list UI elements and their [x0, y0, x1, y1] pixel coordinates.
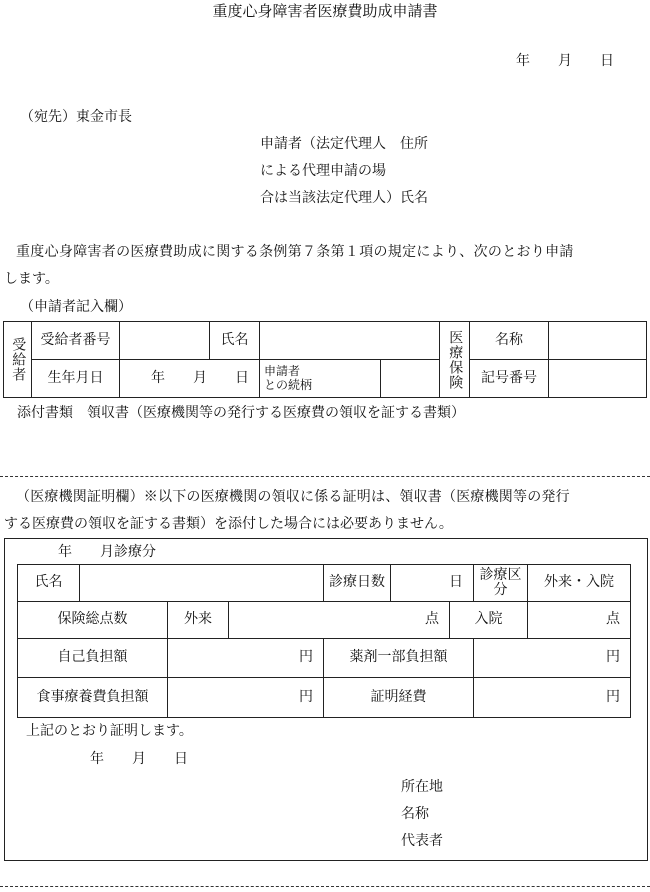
category-label: 診療区分: [474, 565, 528, 602]
intro-text-1: 重度心身障害者の医療費助成に関する条例第７条第１項の規定により、次のとおり申請: [16, 244, 574, 260]
form-title: 重度心身障害者医療費助成申請書: [212, 2, 438, 20]
drug-pay-label: 薬剤一部負担額: [324, 639, 474, 678]
outpatient-label: 外来: [168, 602, 229, 639]
name-field[interactable]: [260, 322, 440, 360]
insurance-name-label: 名称: [470, 322, 549, 360]
representative-label: 代表者: [401, 833, 443, 849]
recipient-number-label: 受給者番号: [32, 322, 120, 360]
cert-fee-label: 証明経費: [324, 678, 474, 718]
intro-text-2: します。: [4, 271, 59, 287]
days-label: 診療日数: [324, 565, 391, 602]
birthdate-field[interactable]: 年 月 日: [120, 360, 260, 398]
symbol-number-field[interactable]: [549, 360, 647, 398]
drug-pay-field[interactable]: 円: [474, 639, 631, 678]
birthdate-label: 生年月日: [32, 360, 120, 398]
cert-fee-field[interactable]: 円: [474, 678, 631, 718]
symbol-number-label: 記号番号: [470, 360, 549, 398]
meal-pay-label: 食事療養費負担額: [18, 678, 168, 718]
relation-label: [260, 360, 381, 398]
inst-patient-name-field[interactable]: [80, 565, 324, 602]
certify-text: 上記のとおり証明します。: [26, 723, 193, 739]
self-pay-field[interactable]: 円: [168, 639, 324, 678]
category-field[interactable]: 外来・入院: [528, 565, 631, 602]
name-label: 氏名: [210, 322, 260, 360]
addressee: （宛先）東金市長: [20, 109, 132, 125]
location-label: 所在地: [401, 779, 443, 795]
attachment-text: 添付書類 領収書（医療機関等の発行する医療費の領収を証する書類）: [17, 405, 465, 421]
applicant-line-2: による代理申請の場: [260, 163, 386, 179]
institution-table: [17, 564, 631, 718]
applicant-line-3: 合は当該法定代理人）氏名: [260, 190, 428, 206]
institution-note-1: （医療機関証明欄）※以下の医療機関の領収に係る証明は、領収書（医療機関等の発行: [16, 489, 570, 505]
relation-label-2: との続柄: [264, 377, 313, 392]
inst-name-label: 氏名: [18, 565, 80, 602]
institution-name-label: 名称: [401, 806, 429, 822]
days-field[interactable]: 日: [391, 565, 474, 602]
applicant-table: [3, 321, 647, 398]
insurance-name-field[interactable]: [549, 322, 647, 360]
applicant-section-label: （申請者記入欄）: [20, 299, 132, 315]
recipient-number-field[interactable]: [120, 322, 210, 360]
cut-line-bottom: [0, 886, 650, 887]
recipient-vertical-label: 受給者: [4, 322, 32, 398]
insurance-vertical-label: 医療保険: [440, 322, 470, 398]
outpatient-points-field[interactable]: 点: [229, 602, 450, 639]
relation-field[interactable]: [381, 360, 440, 398]
inpatient-label: 入院: [450, 602, 528, 639]
inpatient-points-field[interactable]: 点: [528, 602, 631, 639]
certification-date[interactable]: 年 月 日: [90, 751, 188, 767]
self-pay-label: 自己負担額: [18, 639, 168, 678]
relation-label-1: 申請者: [264, 363, 301, 378]
applicant-line-1: 申請者（法定代理人 住所: [260, 136, 428, 152]
institution-note-2: する医療費の領収を証する書類）を添付した場合には必要ありません。: [4, 516, 453, 532]
cut-line-top: [0, 476, 650, 477]
application-date[interactable]: 年 月 日: [516, 53, 614, 69]
meal-pay-field[interactable]: 円: [168, 678, 324, 718]
treatment-month[interactable]: 年 月診療分: [58, 544, 156, 560]
points-label: 保険総点数: [18, 602, 168, 639]
